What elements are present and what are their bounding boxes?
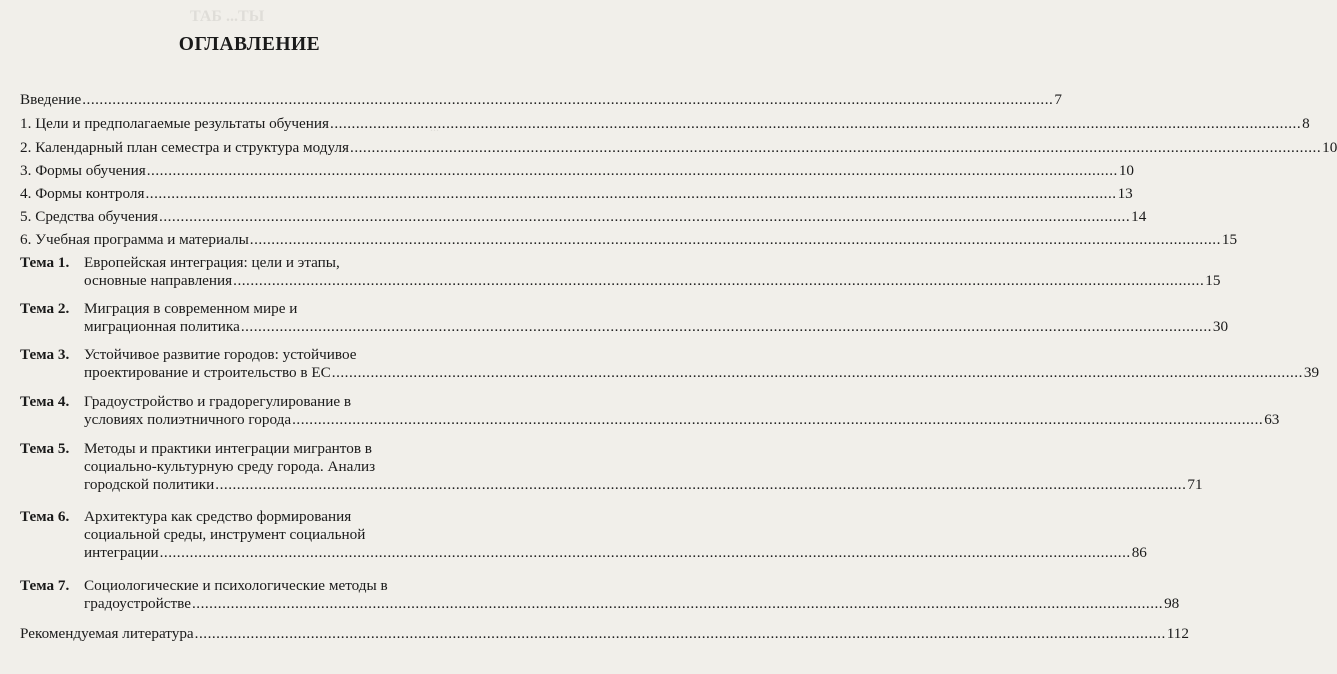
dot-leader xyxy=(160,544,1131,562)
dot-leader xyxy=(350,139,1321,157)
toc-entry-text: 3. Формы обучения xyxy=(20,162,146,179)
toc-entry-page: 15 xyxy=(1221,231,1238,248)
dot-leader xyxy=(233,272,1204,290)
topic-title-line: Методы и практики интеграции мигрантов в xyxy=(84,440,372,457)
dot-leader xyxy=(147,162,1118,180)
show-through-text: ТАБ ...ТЫ ... xyxy=(190,8,439,134)
toc-entry xyxy=(20,162,1134,180)
toc-entry-text: 1. Цели и предполагаемые результаты обучения xyxy=(20,115,330,132)
toc-entry-text: Рекомендуемая литература xyxy=(20,625,194,642)
topic-label: Тема 4. xyxy=(20,393,70,410)
toc-entry xyxy=(20,91,1062,109)
toc-entry-page: 10 xyxy=(1322,139,1337,156)
dot-leader xyxy=(250,231,1221,249)
dot-leader xyxy=(332,364,1303,382)
dot-leader xyxy=(195,625,1166,643)
topic-label: Тема 7. xyxy=(20,577,70,594)
toc-entry-page: 8 xyxy=(1302,115,1310,132)
dot-leader xyxy=(215,476,1186,494)
toc-topic xyxy=(20,577,1180,613)
topic-title-line: проектирование и строительство в ЕС xyxy=(84,364,331,381)
topic-title-line: городской политики xyxy=(84,476,215,493)
topic-title-line: Миграция в современном мире и xyxy=(84,300,298,317)
toc-entry xyxy=(20,185,1133,203)
toc-entry-text: 4. Формы контроля xyxy=(20,185,145,202)
toc-topic xyxy=(20,393,1280,429)
topic-title-line: Градоустройство и градорегулирование в xyxy=(84,393,352,410)
topic-title-line: условиях полиэтничного города xyxy=(84,411,292,428)
toc-entry-text: 2. Календарный план семестра и структура модуля xyxy=(20,139,350,156)
toc-entry-page: 13 xyxy=(1117,185,1133,202)
topic-page: 86 xyxy=(1131,544,1147,561)
dot-leader xyxy=(241,318,1212,336)
toc-topic xyxy=(20,508,1147,562)
toc-entry-text: Введение xyxy=(20,91,82,108)
topic-page: 63 xyxy=(1264,411,1280,428)
topic-title-line: социальной среды, инструмент социальной xyxy=(84,526,366,543)
dot-leader xyxy=(192,595,1163,613)
topic-page: 71 xyxy=(1187,476,1203,493)
dot-leader xyxy=(292,411,1263,429)
topic-page: 39 xyxy=(1303,364,1320,381)
toc-topic xyxy=(20,440,1203,494)
toc-topic xyxy=(20,300,1229,336)
topic-title-line: градоустройстве xyxy=(84,595,191,612)
topic-page: 30 xyxy=(1212,318,1229,335)
topic-title-line: основные направления xyxy=(84,272,233,289)
page-title: ОГЛАВЛЕНИЕ xyxy=(178,34,321,55)
toc-entry-page: 7 xyxy=(1054,91,1062,108)
toc-entry-page: 112 xyxy=(1166,625,1189,642)
topic-title-line: Социологические и психологические методы в xyxy=(84,577,388,594)
toc-entry-text: 6. Учебная программа и материалы xyxy=(20,231,249,248)
toc-topic xyxy=(20,254,1221,290)
topic-page: 98 xyxy=(1164,595,1180,612)
dot-leader xyxy=(82,91,1053,109)
toc-entry xyxy=(20,208,1147,226)
topic-title-line: Архитектура как средство формирования xyxy=(84,508,352,525)
dot-leader xyxy=(145,185,1116,203)
topic-label: Тема 6. xyxy=(20,508,70,525)
topic-label: Тема 1. xyxy=(20,254,70,271)
topic-label: Тема 5. xyxy=(20,440,70,457)
topic-title-line: интеграции xyxy=(84,544,159,561)
topic-title-line: Устойчивое развитие городов: устойчивое xyxy=(84,346,357,363)
toc-entry xyxy=(20,231,1238,249)
dot-leader xyxy=(330,115,1301,133)
toc-entry-page: 10 xyxy=(1118,162,1134,179)
topic-page: 15 xyxy=(1205,272,1221,289)
dot-leader xyxy=(159,208,1130,226)
topic-title-line: миграционная политика xyxy=(84,318,240,335)
toc-entry xyxy=(20,139,1337,157)
toc-entry xyxy=(20,115,1310,133)
toc-entry-page: 14 xyxy=(1131,208,1147,225)
topic-label: Тема 3. xyxy=(20,346,70,363)
toc-entry-literature xyxy=(20,625,1189,643)
toc-topic xyxy=(20,346,1320,382)
toc-entry-text: 5. Средства обучения xyxy=(20,208,159,225)
topic-title-line: Европейская интеграция: цели и этапы, xyxy=(84,254,340,271)
topic-label: Тема 2. xyxy=(20,300,70,317)
topic-title-line: социально-культурную среду города. Анализ xyxy=(84,458,376,475)
